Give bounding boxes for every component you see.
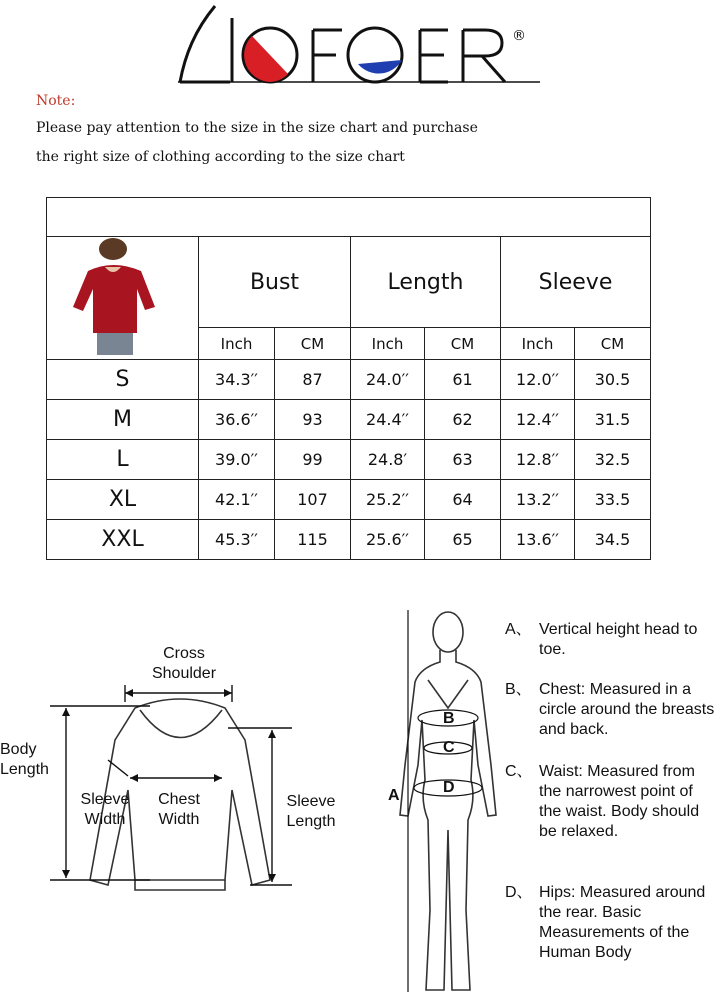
product-photo bbox=[47, 237, 199, 360]
table-cell: 36.6′′ bbox=[199, 400, 275, 440]
table-cell: 64 bbox=[425, 480, 501, 520]
table-cell: 34.3′′ bbox=[199, 360, 275, 400]
table-cell: 107 bbox=[275, 480, 351, 520]
marker-d: D bbox=[443, 779, 455, 796]
marker-b: B bbox=[443, 710, 455, 727]
table-cell: 32.5 bbox=[575, 440, 651, 480]
unit-header: CM bbox=[575, 328, 651, 360]
length-header: Length bbox=[351, 237, 501, 328]
table-cell: 115 bbox=[275, 520, 351, 560]
table-row bbox=[47, 360, 651, 400]
table-cell: 33.5 bbox=[575, 480, 651, 520]
note-label: Note: bbox=[36, 93, 76, 109]
size-label: S bbox=[47, 360, 199, 400]
measurement-diagrams bbox=[0, 590, 714, 1000]
note-line-1: Please pay attention to the size in the size chart and purchase bbox=[36, 120, 478, 136]
brand-logo bbox=[170, 0, 550, 92]
table-cell: 24.0′′ bbox=[351, 360, 425, 400]
size-label: XXL bbox=[47, 520, 199, 560]
table-cell: 45.3′′ bbox=[199, 520, 275, 560]
sleeve-header: Sleeve bbox=[501, 237, 651, 328]
unit-header: Inch bbox=[351, 328, 425, 360]
table-title-bar bbox=[47, 198, 651, 237]
bust-header: Bust bbox=[199, 237, 351, 328]
note-line-2: the right size of clothing according to the size chart bbox=[36, 149, 405, 165]
table-cell: 31.5 bbox=[575, 400, 651, 440]
table-cell: 42.1′′ bbox=[199, 480, 275, 520]
size-chart-table bbox=[46, 197, 651, 560]
size-label: XL bbox=[47, 480, 199, 520]
unit-header: CM bbox=[275, 328, 351, 360]
marker-a: A bbox=[388, 787, 400, 804]
table-cell: 39.0′′ bbox=[199, 440, 275, 480]
unit-header: Inch bbox=[501, 328, 575, 360]
table-cell: 99 bbox=[275, 440, 351, 480]
table-cell: 24.4′′ bbox=[351, 400, 425, 440]
table-row bbox=[47, 480, 651, 520]
registered-mark: ® bbox=[512, 28, 526, 44]
table-row bbox=[47, 400, 651, 440]
legend-item-c: C、 Waist: Measured from the narrowest point of the waist. Body should be relaxed. bbox=[505, 763, 700, 840]
table-cell: 12.8′′ bbox=[501, 440, 575, 480]
table-cell: 12.0′′ bbox=[501, 360, 575, 400]
table-cell: 24.8′ bbox=[351, 440, 425, 480]
size-label: M bbox=[47, 400, 199, 440]
table-cell: 25.2′′ bbox=[351, 480, 425, 520]
legend-item-b: B、 Chest: Measured in a circle around the breasts and back. bbox=[505, 681, 714, 738]
table-row bbox=[47, 520, 651, 560]
unit-header: Inch bbox=[199, 328, 275, 360]
chest-width-label: Chest Width bbox=[158, 791, 200, 828]
table-cell: 34.5 bbox=[575, 520, 651, 560]
legend-item-d: D、 Hips: Measured around the rear. Basic Measurements of the Human Body bbox=[505, 884, 706, 961]
table-cell: 13.2′′ bbox=[501, 480, 575, 520]
table-cell: 87 bbox=[275, 360, 351, 400]
sleeve-length-label: Sleeve Length bbox=[286, 793, 336, 830]
size-label: L bbox=[47, 440, 199, 480]
table-cell: 30.5 bbox=[575, 360, 651, 400]
table-cell: 13.6′′ bbox=[501, 520, 575, 560]
body-length-label: Body Length bbox=[0, 741, 49, 778]
table-cell: 62 bbox=[425, 400, 501, 440]
cross-shoulder-label: Cross Shoulder bbox=[151, 645, 217, 682]
legend-item-a: A、 Vertical height head to toe. bbox=[505, 621, 698, 658]
table-cell: 63 bbox=[425, 440, 501, 480]
table-cell: 93 bbox=[275, 400, 351, 440]
table-cell: 12.4′′ bbox=[501, 400, 575, 440]
unit-header: CM bbox=[425, 328, 501, 360]
table-cell: 25.6′′ bbox=[351, 520, 425, 560]
shirt-model-image bbox=[63, 237, 183, 355]
table-cell: 61 bbox=[425, 360, 501, 400]
table-row bbox=[47, 440, 651, 480]
table-cell: 65 bbox=[425, 520, 501, 560]
sleeve-width-label: Sleeve Width bbox=[80, 791, 130, 828]
marker-c: C bbox=[443, 739, 455, 756]
